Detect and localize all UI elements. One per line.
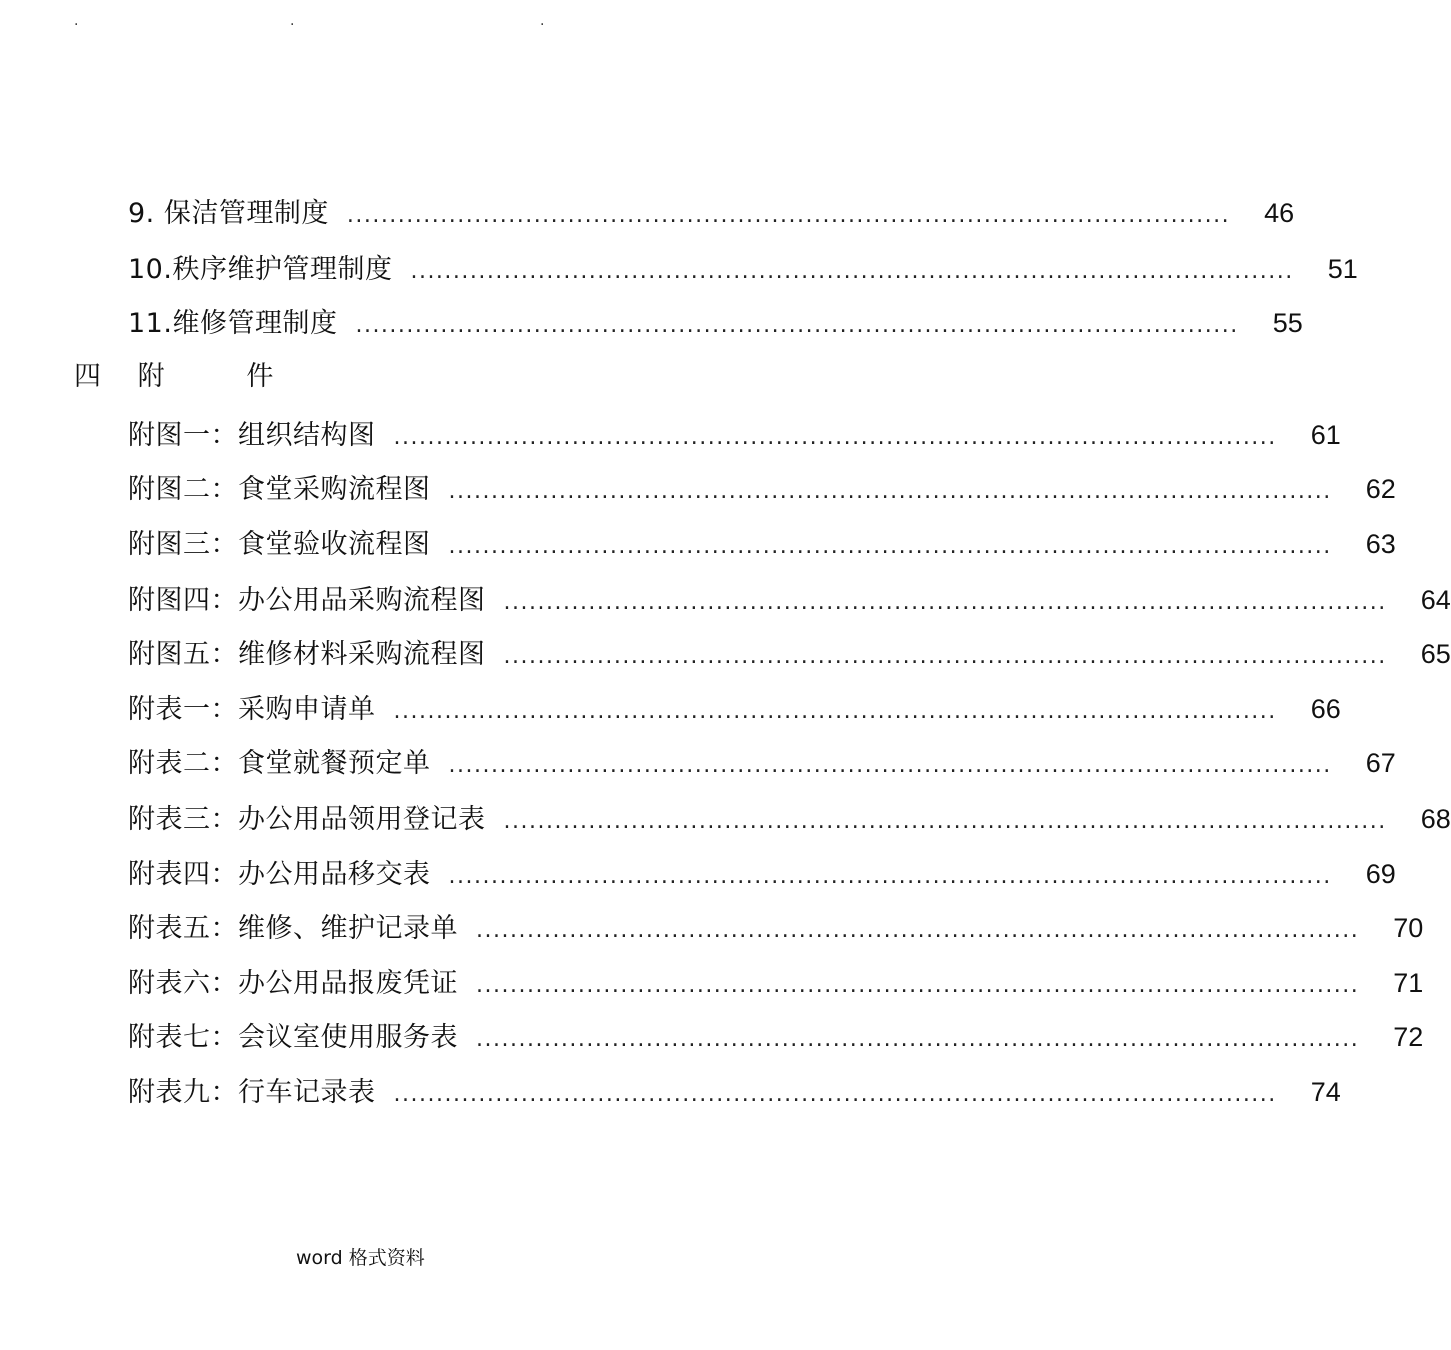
toc-entry-title: 附表四：办公用品移交表 xyxy=(128,859,431,890)
toc-page-number: 70 xyxy=(1393,913,1424,943)
toc-leader-dots: ........................................................................................................ xyxy=(410,259,1294,284)
toc-entry-title: 附表七：会议室使用服务表 xyxy=(128,1022,458,1053)
toc-leader-dots: ........................................................................................................ xyxy=(476,973,1360,998)
toc-entry-title: 11.维修管理制度 xyxy=(128,308,338,339)
toc-page-number: 72 xyxy=(1393,1022,1424,1052)
toc-entry-title: 9. 保洁管理制度 xyxy=(128,198,329,229)
toc-leader-dots: ........................................................................................................ xyxy=(448,753,1332,778)
toc-entry-title: 附表三：办公用品领用登记表 xyxy=(128,804,486,835)
toc-entry[interactable] xyxy=(128,1020,1424,1054)
section-heading: 四 附 件 xyxy=(74,361,288,392)
toc-entry-title: 附图三：食堂验收流程图 xyxy=(128,529,431,560)
header-dot: . xyxy=(540,13,545,29)
toc-entry-title: 附表六：办公用品报废凭证 xyxy=(128,968,458,999)
toc-entry-title: 附图四：办公用品采购流程图 xyxy=(128,585,486,616)
toc-page-number: 61 xyxy=(1310,420,1341,450)
toc-page-number: 66 xyxy=(1310,694,1341,724)
toc-leader-dots: ........................................................................................................ xyxy=(448,479,1332,504)
toc-page-number: 51 xyxy=(1327,254,1358,284)
header-dot: . xyxy=(74,13,79,29)
toc-page-number: 68 xyxy=(1420,804,1451,834)
toc-leader-dots: ........................................................................................................ xyxy=(503,809,1387,834)
toc-page-number: 64 xyxy=(1420,585,1451,615)
toc-entry-title: 附图二：食堂采购流程图 xyxy=(128,474,431,505)
toc-entry-title: 附图五：维修材料采购流程图 xyxy=(128,639,486,670)
toc-entry-title: 10.秩序维护管理制度 xyxy=(128,254,393,285)
toc-entry[interactable] xyxy=(128,196,1295,230)
toc-entry[interactable] xyxy=(128,583,1451,617)
toc-entry-title: 附表二：食堂就餐预定单 xyxy=(128,748,431,779)
toc-leader-dots: ........................................................................................................ xyxy=(346,203,1231,228)
toc-page-number: 65 xyxy=(1420,639,1451,669)
toc-leader-dots: ........................................................................................................ xyxy=(448,534,1332,559)
toc-leader-dots: ........................................................................................................ xyxy=(448,864,1332,889)
toc-entry-title: 附图一：组织结构图 xyxy=(128,420,376,451)
toc-leader-dots: ........................................................................................................ xyxy=(476,918,1360,943)
toc-entry[interactable] xyxy=(128,306,1303,340)
toc-entry[interactable] xyxy=(128,527,1396,561)
toc-entry-title: 附表一：采购申请单 xyxy=(128,694,376,725)
toc-entry[interactable] xyxy=(128,472,1396,506)
toc-leader-dots: ........................................................................................................ xyxy=(393,425,1277,450)
toc-entry[interactable] xyxy=(128,637,1451,671)
toc-entry[interactable] xyxy=(128,802,1451,836)
toc-entry[interactable] xyxy=(128,966,1424,1000)
toc-page-number: 55 xyxy=(1272,308,1303,338)
toc-leader-dots: ........................................................................................................ xyxy=(503,590,1387,615)
toc-page-number: 69 xyxy=(1365,859,1396,889)
toc-entry-title: 附表九：行车记录表 xyxy=(128,1077,376,1108)
toc-page-number: 74 xyxy=(1310,1077,1341,1107)
toc-leader-dots: ........................................................................................................ xyxy=(503,644,1387,669)
page-footer: word 格式资料 xyxy=(296,1247,425,1269)
toc-leader-dots: ........................................................................................................ xyxy=(393,699,1277,724)
toc-page-number: 71 xyxy=(1393,968,1424,998)
toc-leader-dots: ........................................................................................................ xyxy=(393,1082,1277,1107)
toc-entry[interactable] xyxy=(128,746,1396,780)
toc-entry[interactable] xyxy=(128,252,1358,286)
header-dot: . xyxy=(290,13,295,29)
toc-page-number: 67 xyxy=(1365,748,1396,778)
toc-entry[interactable] xyxy=(128,1075,1341,1109)
toc-page-number: 63 xyxy=(1365,529,1396,559)
toc-page-number: 46 xyxy=(1264,198,1295,228)
toc-entry[interactable] xyxy=(128,692,1341,726)
toc-entry[interactable] xyxy=(128,857,1396,891)
toc-entry-title: 附表五：维修、维护记录单 xyxy=(128,913,458,944)
toc-leader-dots: ........................................................................................................ xyxy=(476,1027,1360,1052)
toc-entry[interactable] xyxy=(128,911,1424,945)
toc-page-number: 62 xyxy=(1365,474,1396,504)
toc-leader-dots: ........................................................................................................ xyxy=(355,313,1239,338)
toc-entry[interactable] xyxy=(128,418,1341,452)
